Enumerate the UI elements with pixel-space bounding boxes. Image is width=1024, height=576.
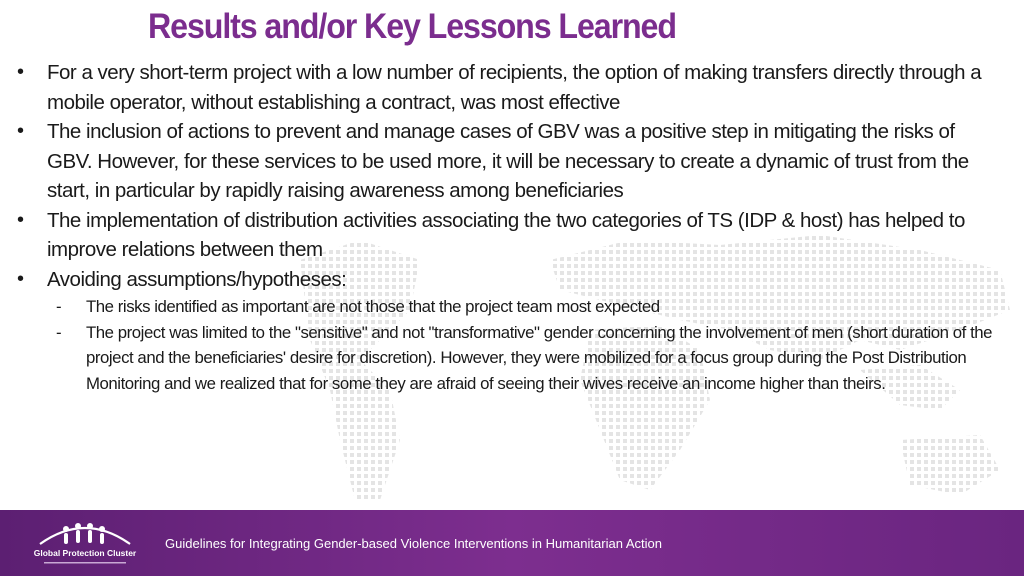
bullet-text: The inclusion of actions to prevent and manage cases of GBV was a positive step in mitigating the risks of GBV. However, for these services to be used more, it will be necessary to create a dynamic of trust from the start, in particular by rapidly raising awareness among beneficiaries bbox=[47, 120, 969, 202]
sub-bullet-text: The project was limited to the "sensitive" and not "transformative" gender concerning the involvement of men (short duration of the project and the beneficiaries' desire for discretion). However, they were mobilized for a focus group during the Post Distribution Monitoring and we realized that for some they are afraid of seeing their wives receive an income higher than theirs. bbox=[86, 322, 993, 393]
sub-bullet-mark: - bbox=[56, 297, 62, 316]
bullet-mark: • bbox=[17, 120, 24, 142]
bullet-item bbox=[0, 206, 1024, 265]
sub-bullet-mark: - bbox=[56, 322, 62, 342]
footer-guidelines-text: Guidelines for Integrating Gender-based Violence Interventions in Humanitarian Action bbox=[165, 536, 662, 551]
logo-tagline-decoration bbox=[30, 560, 140, 566]
sub-bullet-item bbox=[0, 320, 1024, 397]
bullet-item bbox=[0, 58, 1024, 117]
bullet-mark: • bbox=[17, 267, 24, 290]
sub-bullet-item bbox=[0, 294, 1024, 320]
bullet-text: Avoiding assumptions/hypotheses: bbox=[47, 267, 347, 291]
logo-name: Global Protection Cluster bbox=[33, 548, 137, 558]
sub-bullet-text: The risks identified as important are not those that the project team most expected bbox=[86, 297, 660, 316]
global-protection-cluster-logo bbox=[30, 518, 140, 574]
content-area bbox=[0, 58, 1024, 428]
bullet-text: The implementation of distribution activities associating the two categories of TS (IDP & host) has helped to improve relations between them bbox=[47, 208, 965, 261]
people-group-icon bbox=[30, 518, 140, 548]
bullet-item bbox=[0, 265, 1024, 295]
bullet-mark: • bbox=[17, 61, 24, 83]
bullet-mark: • bbox=[17, 208, 24, 231]
bullet-text: For a very short-term project with a low number of recipients, the option of making transfers directly through a mobile operator, without establishing a contract, was most effective bbox=[47, 61, 982, 114]
footer-bar bbox=[0, 510, 1024, 576]
bullet-item bbox=[0, 117, 1024, 206]
page-title: Results and/or Key Lessons Learned bbox=[148, 7, 676, 46]
